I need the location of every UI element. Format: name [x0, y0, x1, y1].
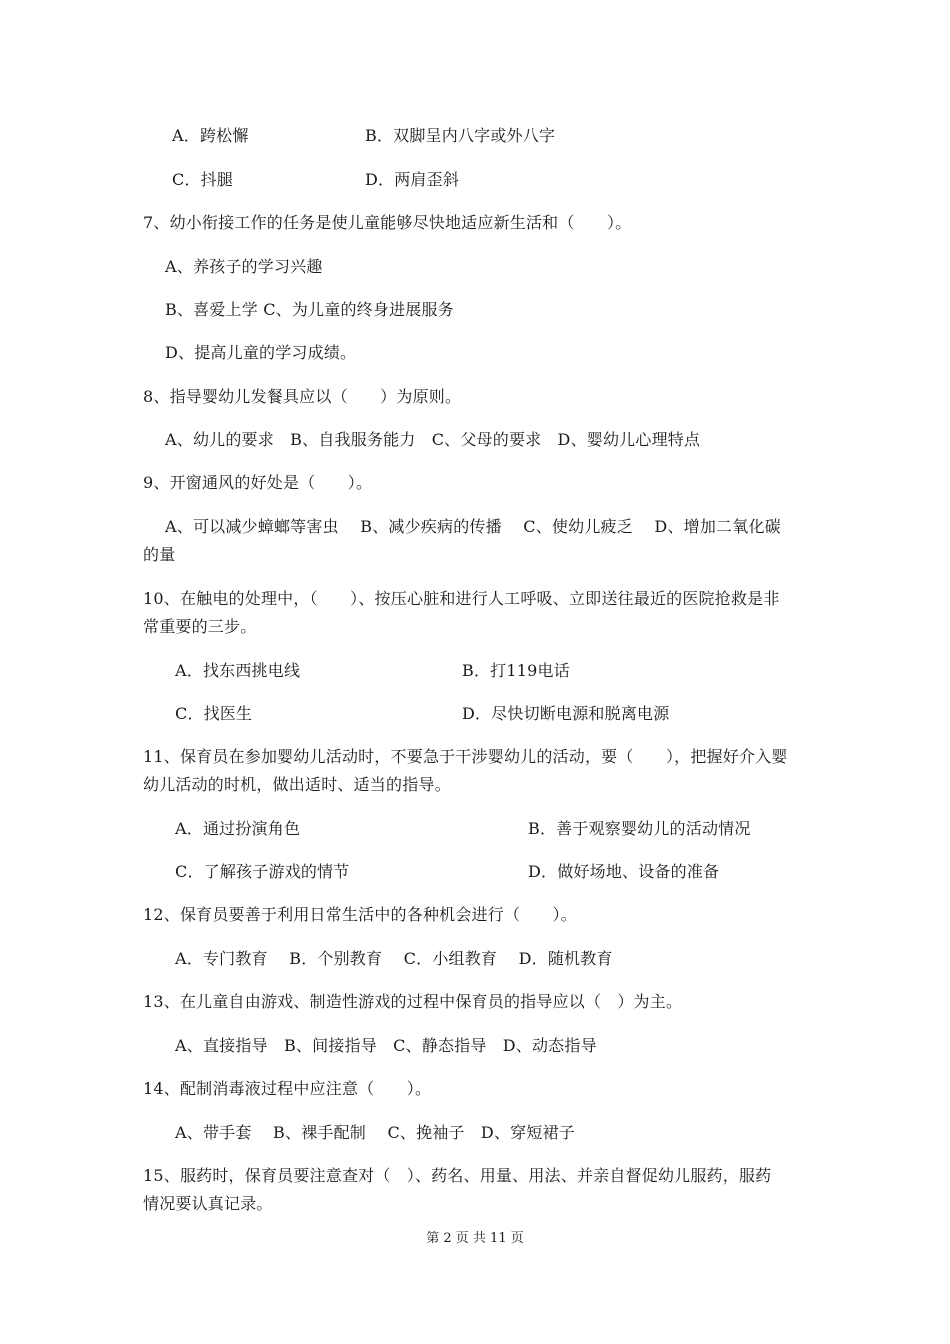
q9-options-line2: 的量: [143, 545, 176, 564]
q11-stem-line1: 11、保育员在参加婴幼儿活动时，不要急于干涉婴幼儿的活动，要（ ），把握好介入婴: [143, 747, 788, 766]
q11-option-a: A．通过扮演角色: [175, 819, 301, 838]
q6-option-b: B．双脚呈内八字或外八字: [365, 126, 556, 145]
q7-stem: 7、幼小衔接工作的任务是使儿童能够尽快地适应新生活和（ ）。: [143, 213, 632, 232]
q12-options: A．专门教育 B．个别教育 C．小组教育 D．随机教育: [175, 949, 613, 968]
q10-option-a: A．找东西挑电线: [175, 661, 301, 680]
q10-option-d: D．尽快切断电源和脱离电源: [462, 704, 670, 723]
q11-stem-line2: 幼儿活动的时机，做出适时、适当的指导。: [143, 775, 451, 794]
q12-stem: 12、保育员要善于利用日常生活中的各种机会进行（ ）。: [143, 905, 577, 924]
page-footer: 第 2 页 共 11 页: [426, 1231, 524, 1246]
q6-option-c: C．抖腿: [172, 170, 234, 189]
q14-stem: 14、配制消毒液过程中应注意（ ）。: [143, 1079, 432, 1098]
q13-options: A、直接指导 B、间接指导 C、静态指导 D、动态指导: [175, 1036, 597, 1055]
q14-options: A、带手套 B、裸手配制 C、挽袖子 D、穿短裙子: [175, 1123, 575, 1142]
q10-option-c: C．找医生: [175, 704, 253, 723]
q6-option-a: A．跨松懈: [172, 126, 249, 145]
q11-option-c: C．了解孩子游戏的情节: [175, 862, 350, 881]
q13-stem: 13、在儿童自由游戏、制造性游戏的过程中保育员的指导应以（ ）为主。: [143, 992, 683, 1011]
q15-stem-line2: 情况要认真记录。: [143, 1194, 273, 1213]
q9-options-line1: A、可以减少蟑螂等害虫 B、减少疾病的传播 C、使幼儿疲乏 D、增加二氧化碳: [165, 517, 781, 536]
q7-option-bc: B、喜爱上学 C、为儿童的终身进展服务: [165, 300, 454, 319]
q8-options: A、幼儿的要求 B、自我服务能力 C、父母的要求 D、婴幼儿心理特点: [165, 430, 701, 449]
q11-option-b: B．善于观察婴幼儿的活动情况: [528, 819, 751, 838]
q10-stem-line1: 10、在触电的处理中，（ ）、按压心脏和进行人工呼吸、立即送往最近的医院抢救是非: [143, 589, 780, 608]
q8-stem: 8、指导婴幼儿发餐具应以（ ）为原则。: [143, 387, 462, 406]
q6-option-d: D．两肩歪斜: [365, 170, 460, 189]
q7-option-a: A、养孩子的学习兴趣: [165, 257, 323, 276]
q11-option-d: D．做好场地、设备的准备: [528, 862, 720, 881]
q10-option-b: B．打119电话: [462, 661, 570, 680]
q7-option-d: D、提高儿童的学习成绩。: [165, 343, 357, 362]
q15-stem-line1: 15、服药时，保育员要注意查对（ ）、药名、用量、用法、并亲自督促幼儿服药，服药: [143, 1166, 772, 1185]
q10-stem-line2: 常重要的三步。: [143, 617, 257, 636]
q9-stem: 9、开窗通风的好处是（ ）。: [143, 473, 373, 492]
